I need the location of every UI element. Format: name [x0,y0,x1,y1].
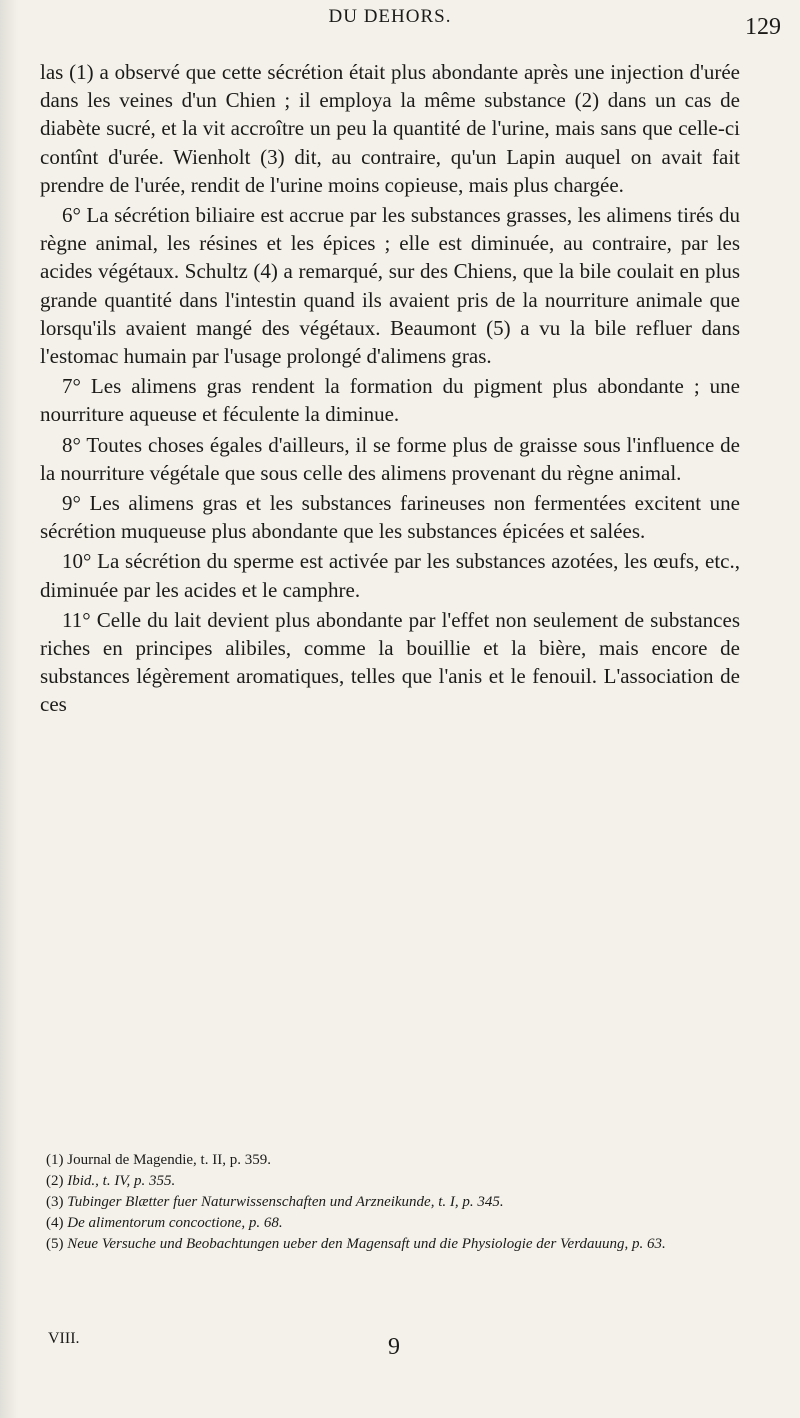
paragraph-item-9: 9° Les alimens gras et les substances farineuses non fermentées excitent une sécrétion muqueuse plus abondante que les substances épicées et salées. [40,491,740,544]
footnote-text: Ibid., t. IV, p. 355. [67,1173,176,1189]
footnote-text: Journal de Magendie, t. II, p. 359. [67,1152,271,1168]
paragraph-item-7: 7° Les alimens gras rendent la formation du pigment plus abondante ; une nourriture aqueuse et féculente la diminue. [40,374,740,427]
footnote-text: De alimentorum concoctione, p. 68. [67,1215,283,1231]
running-head: DU DEHORS. [328,6,452,27]
sheet-signature-number: 9 [388,1334,400,1360]
paragraph-continuation: las (1) a observé que cette sécrétion était plus abondante après une injection d'urée dans les veines d'un Chien ; il employa la même substance (2) dans un cas de diabète sucré, et la vit accroître un peu la quantité de l'urine, mais sans que celle-ci contînt d'urée. Wienholt (3) dit, au contraire, qu'un Lapin auquel on avait fait prendre de l'urée, rendit de l'urine moins copieuse, mais plus chargée. [40,60,740,197]
footnote [46,1171,740,1192]
volume-signature: VIII. [48,1330,80,1347]
footnote [46,1213,740,1234]
footnote-text: Tubinger Blætter fuer Naturwissenschaften und Arzneikunde, t. I, p. 345. [67,1194,504,1210]
paragraph-item-11: 11° Celle du lait devient plus abondante par l'effet non seulement de substances riches en principes alibiles, comme la bouillie et la bière, mais encore de substances légèrement aromatiques, telles que l'anis et le fenouil. L'association de ces [40,607,740,717]
footnote-marker: (1) [46,1152,64,1168]
footnote-marker: (4) [46,1215,64,1231]
footnote [46,1192,740,1213]
paragraph-item-10: 10° La sécrétion du sperme est activée par les substances azotées, les œufs, etc., diminuée par les acides et le camphre. [40,549,740,602]
footnote [46,1234,740,1255]
paragraph-item-6: 6° La sécrétion biliaire est accrue par les substances grasses, les alimens tirés du règne animal, les résines et les épices ; elle est diminuée, au contraire, par les acides végétaux. Schultz (4) a remarqué, sur des Chiens, que la bile coulait en plus grande quantité dans l'intestin quand ils avaient pris de la nourriture animale que lorsqu'ils avaient mangé des végétaux. Beaumont (5) a vu la bile refluer dans l'estomac humain par l'usage prolongé d'alimens gras. [40,203,740,369]
paragraph-item-8: 8° Toutes choses égales d'ailleurs, il se forme plus de graisse sous l'influence de la nourriture végétale que sous celle des alimens provenant du règne animal. [40,432,740,485]
page-edge-shadow [0,0,18,1418]
body-text [40,58,740,721]
footnote-text: Neue Versuche und Beobachtungen ueber den Magensaft und die Physiologie der Verdauung, p. 63. [67,1236,666,1252]
footnote-marker: (2) [46,1173,64,1189]
footnote-marker: (5) [46,1236,64,1252]
footnote-marker: (3) [46,1194,64,1210]
footnote [46,1150,740,1171]
footnotes [46,1150,740,1255]
page-number: 129 [745,14,781,40]
